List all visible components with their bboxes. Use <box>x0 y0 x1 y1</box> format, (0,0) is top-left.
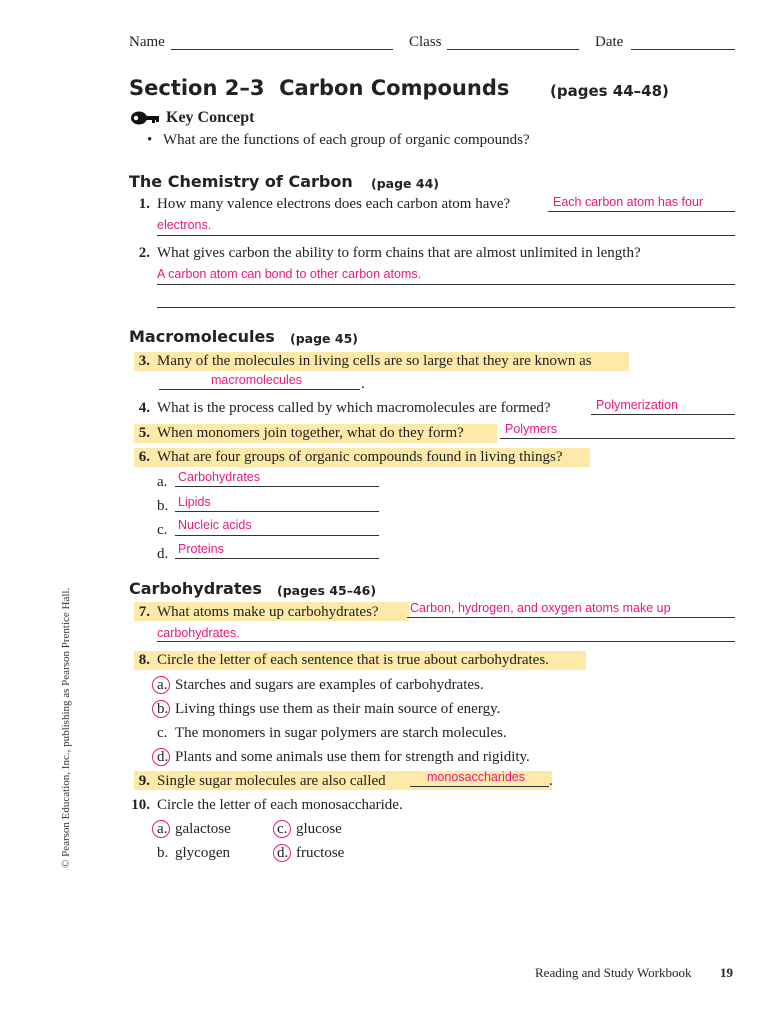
q7-answer-line1[interactable]: Carbon, hydrogen, and oxygen atoms make up <box>410 601 671 615</box>
q4-text: What is the process called by which macromolecules are formed? <box>157 400 551 416</box>
q4-number: 4. <box>138 400 150 416</box>
name-label: Name <box>129 34 165 50</box>
q1-answer-underline1 <box>548 211 735 212</box>
q8-letter-a[interactable]: a. <box>157 677 168 693</box>
q2-answer-underline2 <box>157 307 735 308</box>
q10-option-b: glycogen <box>175 845 230 861</box>
q6-underline-c <box>175 535 379 536</box>
bullet-icon: • <box>147 132 153 148</box>
q1-text: How many valence electrons does each carbon atom have? <box>157 196 511 212</box>
q8-letter-d[interactable]: d. <box>157 749 169 765</box>
q1-answer-line2[interactable]: electrons. <box>157 218 212 232</box>
key-icon <box>130 110 160 131</box>
q5-text: When monomers join together, what do they form? <box>157 425 464 441</box>
section-pages: (pages 44–48) <box>550 82 669 100</box>
macro-heading: Macromolecules <box>129 327 275 346</box>
q5-answer[interactable]: Polymers <box>505 422 558 436</box>
q10-letter-b[interactable]: b. <box>157 845 169 861</box>
q8-number: 8. <box>138 652 150 668</box>
q7-answer-underline1 <box>407 617 735 618</box>
q8-letter-c[interactable]: c. <box>157 725 168 741</box>
carbs-heading: Carbohydrates <box>129 579 262 598</box>
q10-letter-d[interactable]: d. <box>277 845 289 861</box>
q6-number: 6. <box>138 449 150 465</box>
q6-underline-b <box>175 511 379 512</box>
q7-number: 7. <box>138 604 150 620</box>
q4-answer-underline <box>591 414 735 415</box>
q9-number: 9. <box>138 773 150 789</box>
date-line[interactable] <box>631 49 735 50</box>
key-concept-label: Key Concept <box>166 109 255 126</box>
q2-text: What gives carbon the ability to form chains that are almost unlimited in length? <box>157 245 641 261</box>
q10-number: 10. <box>131 797 150 813</box>
q1-answer-underline2 <box>157 235 735 236</box>
q8-letter-b[interactable]: b. <box>157 701 169 717</box>
q6-underline-a <box>175 486 379 487</box>
q1-answer-line1[interactable]: Each carbon atom has four <box>553 195 704 209</box>
q2-number: 2. <box>138 245 150 261</box>
q2-answer-underline1 <box>157 284 735 285</box>
name-line[interactable] <box>171 49 393 50</box>
q9-period: . <box>549 773 553 789</box>
q2-answer[interactable]: A carbon atom can bond to other carbon atoms. <box>157 267 422 281</box>
q3-period: . <box>361 376 365 392</box>
q4-answer[interactable]: Polymerization <box>596 398 678 412</box>
section-title: Section 2–3 Carbon Compounds <box>129 76 510 100</box>
class-label: Class <box>409 34 442 50</box>
date-label: Date <box>595 34 624 50</box>
q7-answer-line2[interactable]: carbohydrates. <box>157 626 240 640</box>
q8-option-a: Starches and sugars are examples of carbohydrates. <box>175 677 484 693</box>
q10-letter-c[interactable]: c. <box>277 821 288 837</box>
q6-answer-b[interactable]: Lipids <box>178 495 211 509</box>
q6-letter-c: c. <box>157 522 168 538</box>
chemistry-pages: (page 44) <box>371 176 439 191</box>
q3-answer[interactable]: macromolecules <box>211 373 303 387</box>
key-concept-question: What are the functions of each group of organic compounds? <box>163 132 530 148</box>
q10-option-d: fructose <box>296 845 345 861</box>
q8-option-c: The monomers in sugar polymers are starch molecules. <box>175 725 507 741</box>
q5-number: 5. <box>138 425 150 441</box>
q3-answer-underline <box>159 389 360 390</box>
chemistry-heading: The Chemistry of Carbon <box>129 172 353 191</box>
q10-letter-a[interactable]: a. <box>157 821 168 837</box>
q9-answer-underline <box>410 786 549 787</box>
q8-option-b: Living things use them as their main source of energy. <box>175 701 501 717</box>
q6-answer-a[interactable]: Carbohydrates <box>178 470 260 484</box>
q10-option-c: glucose <box>296 821 342 837</box>
page-number: 19 <box>720 965 733 980</box>
q7-answer-underline2 <box>157 641 735 642</box>
copyright-credit: © Pearson Education, Inc., publishing as Pearson Prentice Hall. <box>60 587 72 868</box>
q6-underline-d <box>175 558 379 559</box>
q10-option-a: galactose <box>175 821 231 837</box>
carbs-pages: (pages 45–46) <box>277 583 377 598</box>
q6-text: What are four groups of organic compounds found in living things? <box>157 449 563 465</box>
class-line[interactable] <box>447 49 579 50</box>
macro-pages: (page 45) <box>290 331 358 346</box>
q8-text: Circle the letter of each sentence that is true about carbohydrates. <box>157 652 549 668</box>
q9-text: Single sugar molecules are also called <box>157 773 386 789</box>
q10-text: Circle the letter of each monosaccharide. <box>157 797 403 813</box>
q6-letter-a: a. <box>157 474 168 490</box>
q6-answer-d[interactable]: Proteins <box>178 542 224 556</box>
q3-number: 3. <box>138 353 150 369</box>
footer-book-title: Reading and Study Workbook <box>535 965 692 980</box>
q6-letter-d: d. <box>157 546 169 562</box>
q6-answer-c[interactable]: Nucleic acids <box>178 518 252 532</box>
q9-answer[interactable]: monosaccharides <box>427 770 525 784</box>
q3-text: Many of the molecules in living cells are so large that they are known as <box>157 353 592 369</box>
q8-option-d: Plants and some animals use them for strength and rigidity. <box>175 749 530 765</box>
q5-answer-underline <box>500 438 735 439</box>
q7-text: What atoms make up carbohydrates? <box>157 604 379 620</box>
q1-number: 1. <box>138 196 150 212</box>
q6-letter-b: b. <box>157 498 169 514</box>
